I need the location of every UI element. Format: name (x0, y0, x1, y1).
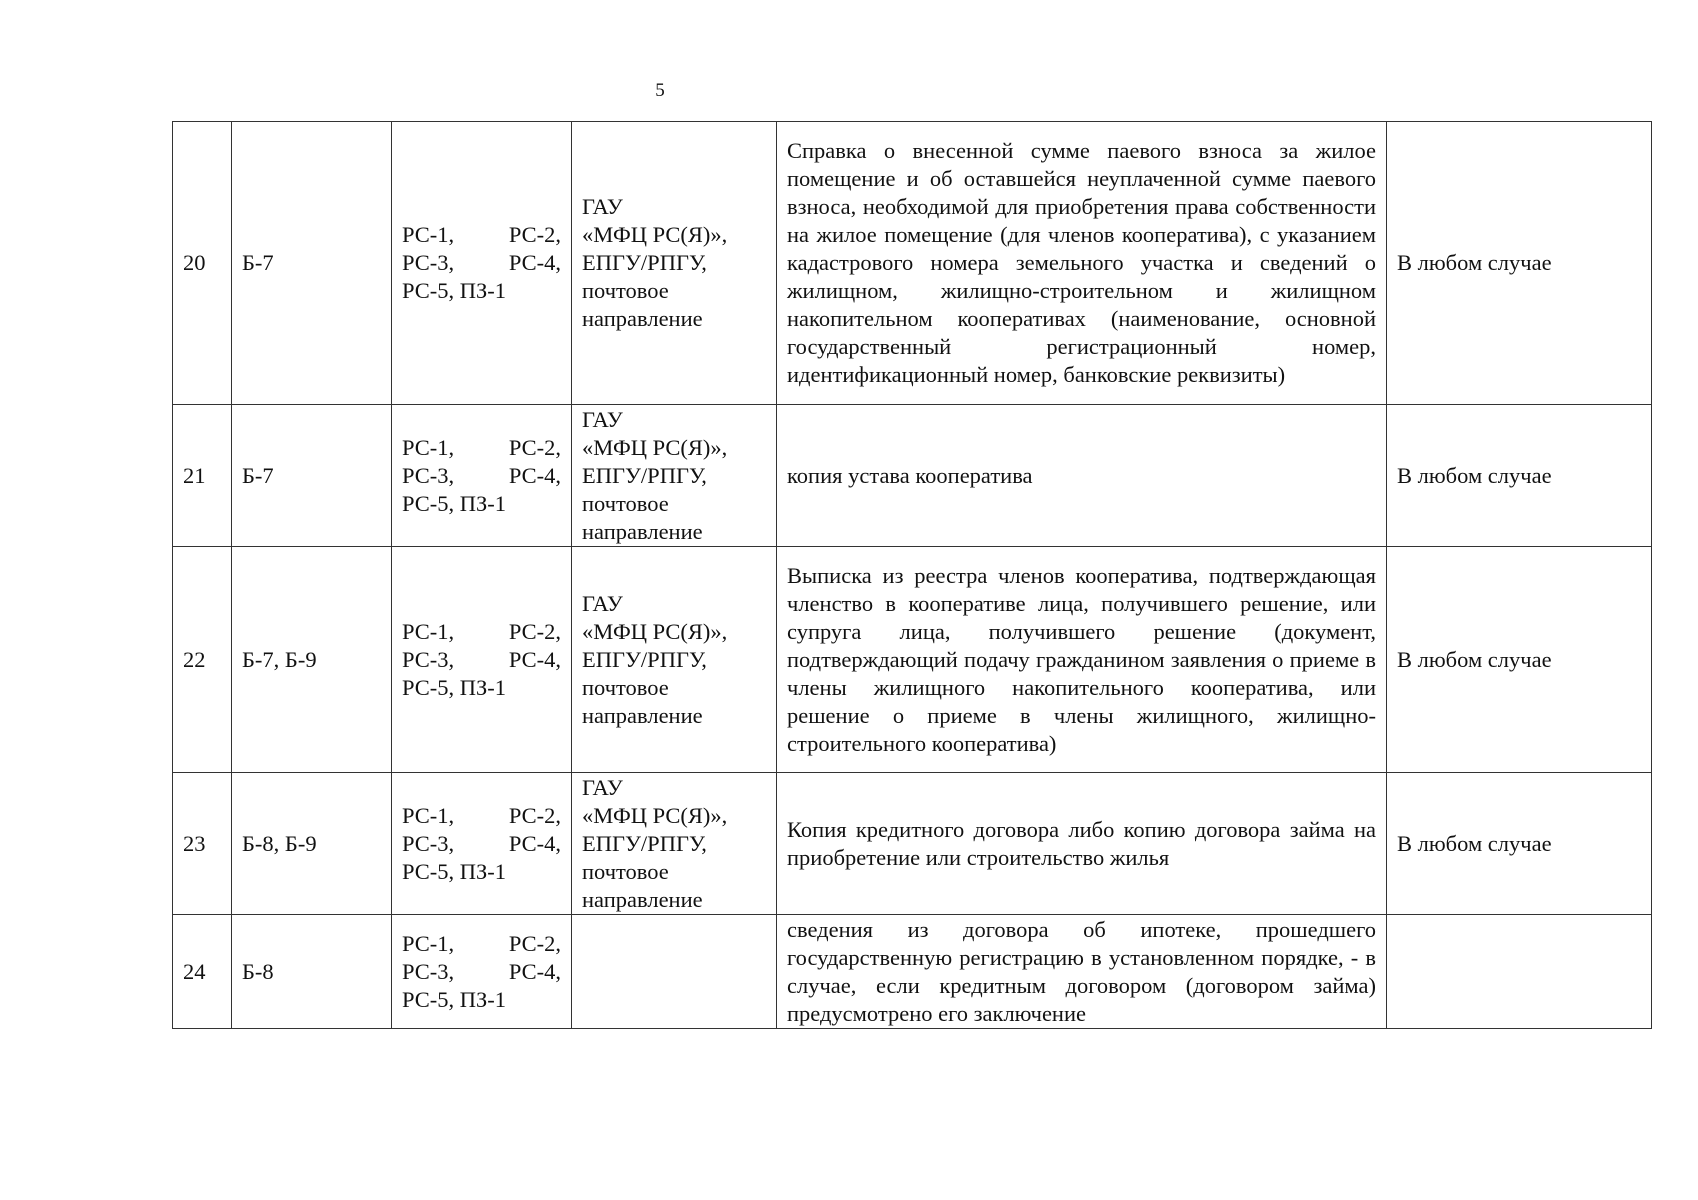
row-submission-channel (572, 405, 777, 547)
rs-token: РС-2, (508, 802, 561, 828)
row-number: 20 (173, 122, 232, 405)
org-line: ЕПГУ/РПГУ, (582, 830, 707, 856)
rs-line (402, 434, 561, 462)
rs-line: РС-5, ПЗ-1 (402, 858, 507, 884)
rs-line: РС-5, ПЗ-1 (402, 986, 507, 1012)
org-line: ЕПГУ/РПГУ, (582, 646, 707, 672)
row-number: 24 (173, 915, 232, 1029)
row-document-description (777, 405, 1387, 547)
rs-line: РС-5, ПЗ-1 (402, 490, 507, 516)
org-line: ЕПГУ/РПГУ, (582, 250, 707, 275)
rs-token: РС-3, (402, 250, 455, 275)
rs-token: РС-3, (402, 462, 455, 488)
row-submission-channel (572, 773, 777, 915)
rs-token: РС-1, (402, 222, 455, 247)
rs-token: РС-4, (508, 250, 561, 275)
org-line: направление (582, 306, 703, 331)
row-number: 22 (173, 547, 232, 773)
rs-token: РС-4, (508, 462, 561, 488)
rs-token: РС-4, (508, 646, 561, 672)
table-row (173, 773, 1652, 915)
org-line: «МФЦ РС(Я)», (582, 618, 728, 644)
org-line: направление (582, 702, 703, 728)
rs-line (402, 830, 561, 858)
rs-line: РС-5, ПЗ-1 (402, 278, 507, 303)
row-rs-codes (392, 773, 572, 915)
documents-table (172, 121, 1652, 1029)
org-line: ГАУ (582, 194, 623, 219)
rs-token: РС-1, (402, 930, 455, 956)
row-submission-channel (572, 122, 777, 405)
org-line: почтовое (582, 674, 669, 700)
rs-token: РС-1, (402, 618, 455, 644)
row-rs-codes (392, 915, 572, 1029)
rs-token: РС-3, (402, 830, 455, 856)
row-code: Б-8, Б-9 (232, 773, 392, 915)
document-text: Справка о внесенной сумме паевого взноса за жилое помещение и об оставшейся неуплаченной сумме паевого взноса, необходимой для приобретения права собственности на жилое помещение (для членов кооператива), с указанием кадастрового номера земельного участка и сведений о жилищном, жилищно-строительном и жилищном накопительном кооперативах (наименование, основной государственный регистрационный номер, идентификационный номер, банковские реквизиты) (787, 138, 1376, 387)
org-line: почтовое (582, 490, 669, 516)
org-line: «МФЦ РС(Я)», (582, 222, 728, 247)
org-line: почтовое (582, 858, 669, 884)
rs-token: РС-3, (402, 958, 455, 984)
rs-line (402, 221, 561, 249)
row-rs-codes (392, 405, 572, 547)
row-code: Б-7 (232, 122, 392, 405)
row-condition (1387, 915, 1652, 1029)
row-submission-channel (572, 915, 777, 1029)
row-condition: В любом случае (1387, 547, 1652, 773)
rs-line (402, 958, 561, 986)
rs-line (402, 249, 561, 277)
row-code: Б-7, Б-9 (232, 547, 392, 773)
row-condition: В любом случае (1387, 773, 1652, 915)
org-line: направление (582, 518, 703, 544)
row-rs-codes (392, 547, 572, 773)
rs-token: РС-1, (402, 802, 455, 828)
row-condition: В любом случае (1387, 122, 1652, 405)
rs-line (402, 930, 561, 958)
org-line: ГАУ (582, 774, 623, 800)
rs-token: РС-1, (402, 434, 455, 460)
rs-line (402, 462, 561, 490)
org-line: ГАУ (582, 406, 623, 432)
rs-token: РС-2, (508, 434, 561, 460)
table-body (173, 122, 1652, 1029)
row-document-description (777, 773, 1387, 915)
document-text: Копия кредитного договора либо копию договора займа на приобретение или строительство жилья (787, 816, 1376, 870)
row-document-description (777, 915, 1387, 1029)
row-condition: В любом случае (1387, 405, 1652, 547)
row-number: 23 (173, 773, 232, 915)
rs-line (402, 802, 561, 830)
table-row (173, 122, 1652, 405)
rs-line (402, 646, 561, 674)
org-line: ГАУ (582, 590, 623, 616)
rs-token: РС-2, (508, 618, 561, 644)
row-code: Б-8 (232, 915, 392, 1029)
row-rs-codes (392, 122, 572, 405)
rs-token: РС-4, (508, 830, 561, 856)
document-text: сведения из договора об ипотеке, прошедшего государственную регистрацию в установленном порядке, - в случае, если кредитным договором (договором займа) предусмотрено его заключение (787, 916, 1376, 1026)
row-submission-channel (572, 547, 777, 773)
document-text: Выписка из реестра членов кооператива, подтверждающая членство в кооперативе лица, получившего решение, или супруга лица, получившего решение (документ, подтверждающий подачу гражданином заявления о приеме в члены жилищного накопительного кооператива, или решение о приеме в члены жилищного, жилищно-строительного кооператива) (787, 562, 1376, 756)
org-line: почтовое (582, 278, 669, 303)
row-number: 21 (173, 405, 232, 547)
table-row (173, 915, 1652, 1029)
row-document-description (777, 122, 1387, 405)
rs-token: РС-2, (508, 222, 561, 247)
org-line: «МФЦ РС(Я)», (582, 802, 728, 828)
table-row (173, 547, 1652, 773)
row-code: Б-7 (232, 405, 392, 547)
rs-token: РС-4, (508, 958, 561, 984)
org-line: «МФЦ РС(Я)», (582, 434, 728, 460)
rs-token: РС-2, (508, 930, 561, 956)
rs-line (402, 618, 561, 646)
rs-line: РС-5, ПЗ-1 (402, 674, 507, 700)
rs-token: РС-3, (402, 646, 455, 672)
org-line: ЕПГУ/РПГУ, (582, 462, 707, 488)
document-text: копия устава кооператива (787, 462, 1033, 488)
row-document-description (777, 547, 1387, 773)
page-number: 5 (655, 80, 665, 101)
org-line: направление (582, 886, 703, 912)
table-row (173, 405, 1652, 547)
